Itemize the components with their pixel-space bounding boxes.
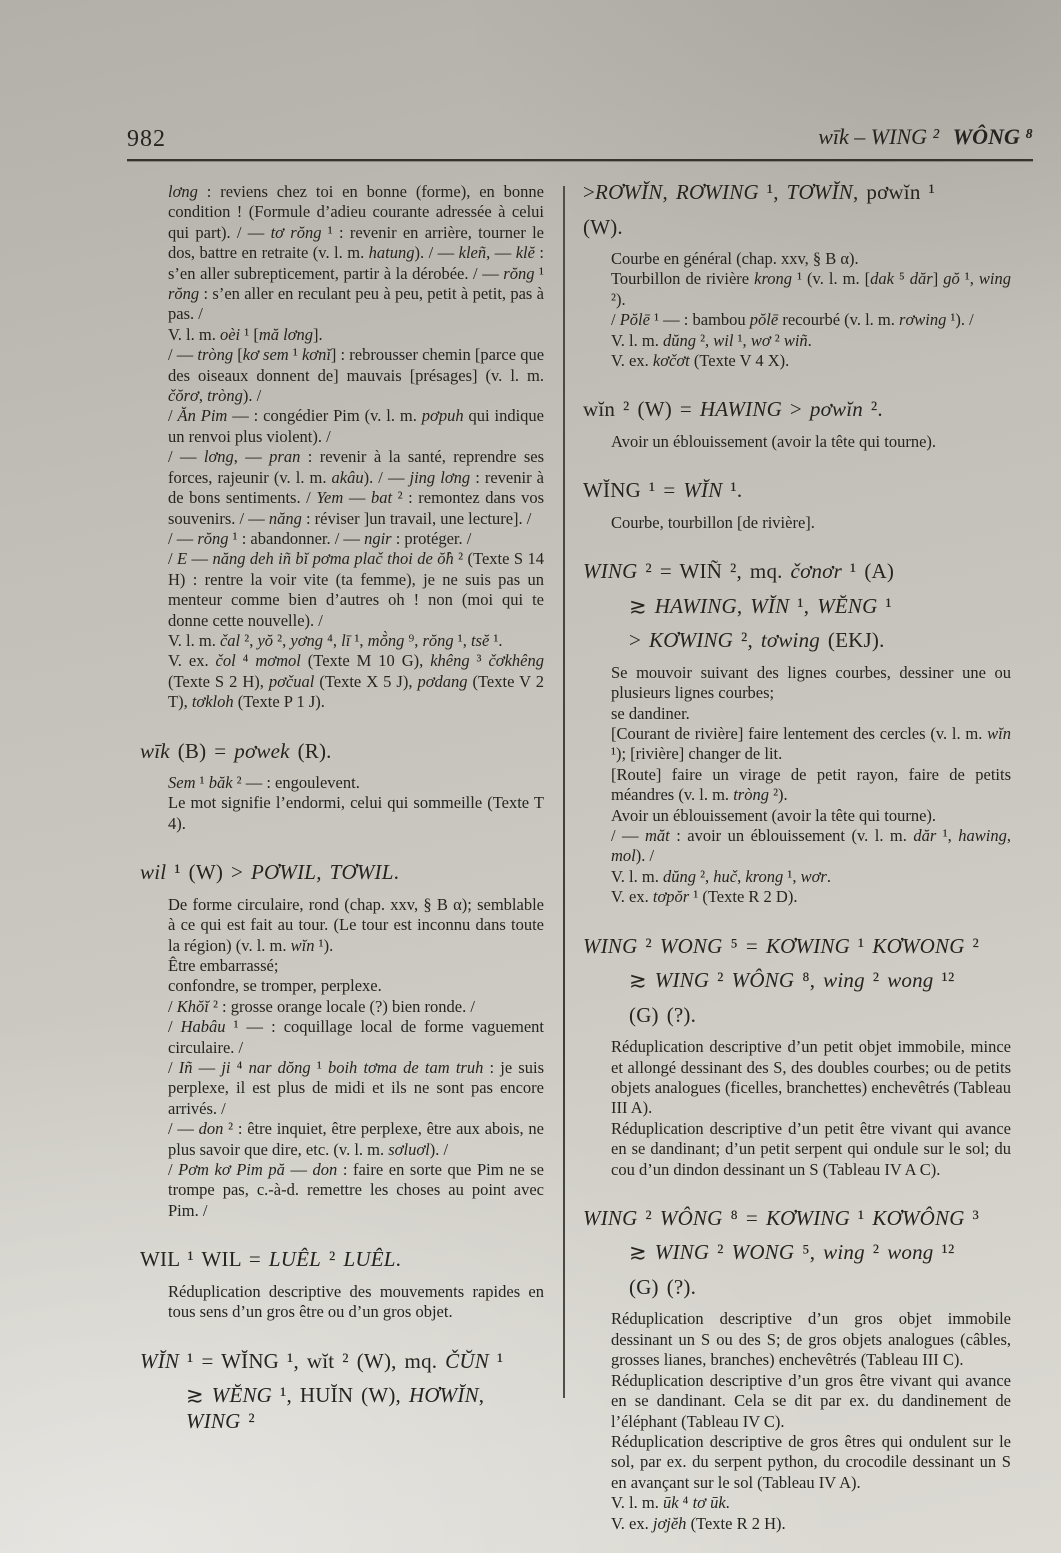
paragraph: Courbe, tourbillon [de rivière]. (611, 512, 815, 532)
paragraph: Tourbillon de rivière krong ¹ (v. l. m. [dak ⁵ dăr] gŏ ¹, wing ²). (611, 269, 1011, 309)
paragraph: [Route] faire un virage de petit rayon, faire de petits méandres (v. l. m. tròng ²). (611, 764, 1011, 805)
paragraph: V. ex. kơčơt (Texte V 4 X). (611, 351, 790, 371)
entry-heading: wīk (B) = pơwek (R). (140, 738, 332, 763)
paragraph: Courbe en général (chap. xxv, § B α). (611, 249, 859, 268)
entry-heading: (W). (583, 214, 623, 239)
entry-heading: ≳ WING ² WONG ⁵, wing ² wong ¹² (629, 1240, 955, 1265)
entry-heading: WING ² WONG ⁵ = KƠWING ¹ KƠWONG ² (583, 933, 980, 958)
paragraph: / Habâu ¹ — : coquillage local de forme vaguement circulaire. / (168, 1017, 544, 1057)
paragraph: Réduplication descriptive d’un petit être vivant qui avance en se dandinant; d’un petit serpent qui ondule sur le sol; du cou d’un dindon dessinant un S (Tableau IV A C). (611, 1118, 1011, 1179)
paragraph: confondre, se tromper, perplexe. (168, 976, 382, 996)
running-head-text: wīk – WING ² (818, 124, 940, 149)
entry-heading: WĬN ¹ = WĬNG ¹, wĭt ² (W), mq. ČŬN ¹ (140, 1348, 504, 1373)
paragraph: / — tròng [kơ sem ¹ kơnĭ] : rebrousser chemin [parce que des oiseaux donnent de] mauvais [présages] (v. l. m. čŏrơ, tròng). / (168, 345, 545, 406)
entry-heading: wil ¹ (W) > PƠWIL, TƠWIL. (140, 860, 400, 885)
entry-heading: WING ² = WIÑ ², mq. čơnơr ¹ (A) (583, 559, 895, 584)
paragraph: / Khŏĭ ² : grosse orange locale (?) bien ronde. / (168, 996, 475, 1016)
running-head (818, 124, 1033, 150)
right-column (583, 180, 1011, 1534)
paragraph: V. l. m. čal ², yŏ ², yơng ⁴, lī ¹, mŏ̀ng ⁹, rŏng ¹, tsĕ ¹. (168, 630, 503, 650)
left-column (140, 182, 544, 1443)
paragraph: / — rŏng ¹ : abandonner. / — ngir : protéger. / (168, 528, 472, 548)
entry-heading: > KƠWING ², tơwing (EKJ). (629, 628, 885, 653)
paragraph: V. l. m. dŭng ², huč, krong ¹, wơr. (611, 866, 831, 886)
entry-heading: WĬNG ¹ = WĬN ¹. (583, 478, 743, 503)
paragraph: Avoir un éblouissement (avoir la tête qui tourne). (611, 805, 937, 825)
paragraph: se dandiner. (611, 703, 690, 723)
paragraph: / — don ² : être inquiet, être perplexe, être aux abois, ne plus savoir que dire, etc. (v. l. m. sơluơl). / (168, 1119, 544, 1159)
entry-heading: (G) (?). (629, 1274, 697, 1299)
paragraph: V. l. m. oèi ¹ [mă lơng]. (168, 324, 323, 344)
entry-heading: >RƠWĬN, RƠWING ¹, TƠWĬN, pơwĭn ¹ (583, 180, 935, 204)
paragraph: V. ex. jơjĕh (Texte R 2 H). (611, 1513, 786, 1533)
paragraph: De forme circulaire, rond (chap. xxv, § B α); semblable à ce qui est fait au tour. (Le tour est inconnu dans toute la région) (v. l. m. wĭn ¹). (168, 894, 544, 955)
paragraph: V. l. m. ūk ⁴ tơ ūk. (611, 1493, 730, 1513)
paragraph: Avoir un éblouissement (avoir la tête qui tourne). (611, 431, 937, 451)
paragraph: / — lơng, — pran : revenir à la santé, reprendre ses forces, rajeunir (v. l. m. akâu). / — jing lơng : revenir à de bons sentiments. / Yem — bat ² : remontez dans vos souvenirs. / — năng : réviser ]un travail, une lecture]. / (168, 447, 545, 528)
paragraph: V. ex. čol ⁴ mơmol (Texte M 10 G), khêng ³ čơkhêng (Texte S 2 H), pơčual (Texte X 5 J), pơdang (Texte V 2 T), tơkloh (Texte P 1 J). (168, 651, 544, 712)
paragraph: V. l. m. dŭng ², wil ¹, wơ ² wiñ. (611, 330, 812, 350)
paragraph: / Iñ — ji ⁴ nar dŏng ¹ boih tơma de tam truh : je suis perplexe, il est plus de midi et ils ne sont pas encore arrivés. / (168, 1058, 544, 1118)
paragraph: / Pŏlē ¹ — : bambou pŏlē recourbé (v. l. m. rơwing ¹). / (611, 310, 974, 330)
paragraph: Réduplication descriptive d’un gros objet immobile dessinant un S ou des S; de gros objets analogues (câbles, grosses lianes, branches) enchevêtrés (Tableau III C). (611, 1309, 1011, 1370)
paragraph: Sem ¹ băk ² — : engoulevent. (168, 773, 360, 793)
paragraph: V. ex. tơpŏr ¹ (Texte R 2 D). (611, 887, 798, 907)
paragraph: Réduplication descriptive de gros êtres qui ondulent sur le sol, par ex. du serpent python, du crocodile dessinant un S en avançant sur le sol (Tableau IV A). (611, 1431, 1011, 1492)
column-divider (563, 186, 565, 1398)
paragraph: / Ăn Pim — : congédier Pim (v. l. m. pơpuh qui indique un renvoi plus violent). / (168, 406, 545, 446)
paragraph: / — măt : avoir un éblouissement (v. l. m. dăr ¹, hawing, mol). / (611, 826, 1011, 866)
paragraph: [Courant de rivière] faire lentement des cercles (v. l. m. wĭn ¹); [rivière] changer de lit. (611, 723, 1011, 764)
paragraph: / Pơm kơ Pim pă — don : faire en sorte que Pim ne se trompe pas, c.-à-d. remettre les choses au point avec Pim. / (168, 1160, 544, 1220)
paragraph: Réduplication descriptive des mouvements rapides en tous sens d’un gros être ou d’un gros objet. (168, 1281, 544, 1322)
entry-heading: WIL ¹ WIL = LUÊL ² LUÊL. (140, 1247, 402, 1272)
header-rule (127, 159, 1033, 161)
paragraph: Réduplication descriptive d’un gros être vivant qui avance en se dandinant. Cela se dit par ex. du dandinement de l’éléphant (Tableau IV C). (611, 1370, 1011, 1431)
entry-heading: (G) (?). (629, 1002, 697, 1027)
entry-heading: wĭn ² (W) = HAWING > pơwĭn ². (583, 397, 883, 422)
entry-heading: ≳ WĔNG ¹, HUĬN (W), HƠWĬN, WING ² (186, 1383, 485, 1433)
paragraph: Se mouvoir suivant des lignes courbes, dessiner une ou plusieurs lignes courbes; (611, 662, 1011, 703)
page-number: 982 (127, 126, 166, 152)
entry-heading: ≳ WING ² WÔNG ⁸, wing ² wong ¹² (629, 968, 955, 993)
entry-heading: ≳ HAWING, WĬN ¹, WĔNG ¹ (629, 593, 892, 618)
paragraph: / E — năng deh iñ bĭ pơma plač thoi de ŏ̂h ² (Texte S 14 H) : rentre la voir vite (ta femme), je ne suis pas un menteur comme bien d’autres oh ! non (moi qui te donne cette nouvelle). / (168, 549, 544, 630)
paragraph: lơng : reviens chez toi en bonne (forme), en bonne condition ! (Formule d’adieu courante adressée à celui qui part). / — tơ rŏng ¹ : revenir en arrière, tourner le dos, battre en retraite (v. l. m. hatung). / — kleñ, — klĕ : s’en aller subrepticement, partir à la dérobée. / — rŏng ¹ rŏng : s’en aller en reculant peu à peu, petit à petit, pas à pas. / (168, 182, 545, 324)
paragraph: Être embarrassé; (168, 956, 279, 975)
running-head-bold-text: WÔNG ⁸ (952, 124, 1033, 149)
entry-heading: WING ² WÔNG ⁸ = KƠWING ¹ KƠWÔNG ³ (583, 1205, 980, 1230)
paragraph: Le mot signifie l’endormi, celui qui sommeille (Texte T 4). (168, 793, 544, 833)
paragraph: Réduplication descriptive d’un petit objet immobile, mince et allongé dessinant des S, des doubles courbes; ou de petits objets analogues (ficelles, branchettes) enchevêtrés (Tableau III A). (611, 1037, 1011, 1118)
